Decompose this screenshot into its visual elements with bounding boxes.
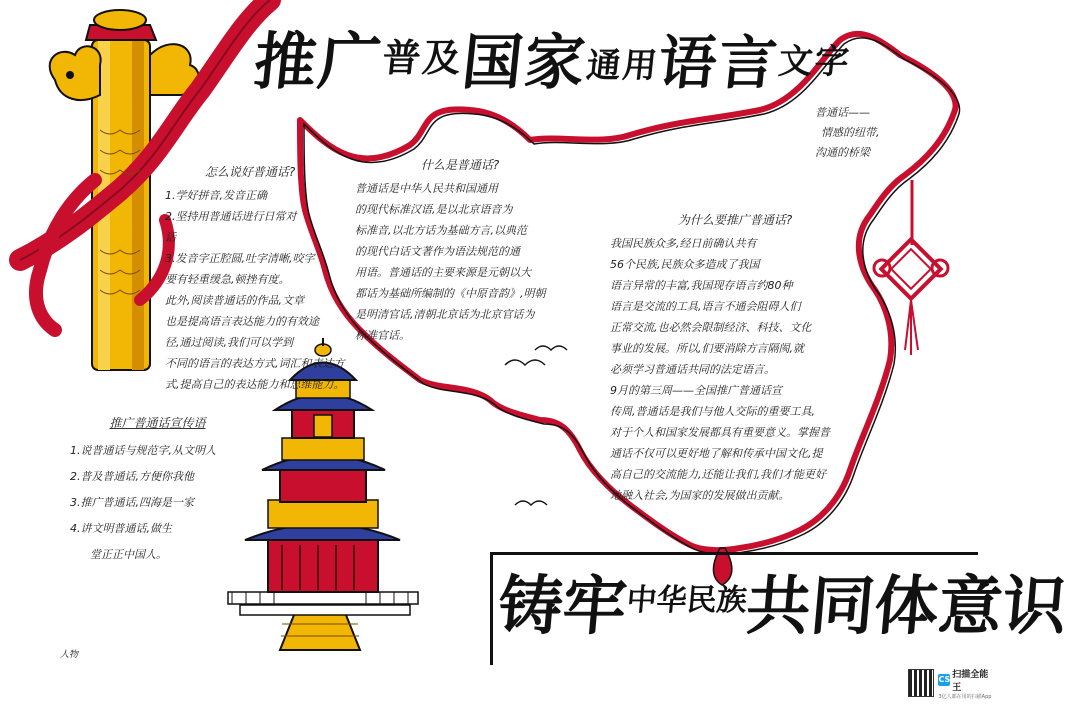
text-line: 堂正正中国人。	[90, 548, 167, 561]
text-line: 1.说普通话与规范字,从文明人	[70, 444, 216, 457]
text-line: 事业的发展。所以,们要消除方言隔阂,就	[610, 342, 804, 355]
title-part: 通用	[584, 46, 661, 86]
qr-code-icon	[908, 669, 934, 697]
title-part: 语言	[654, 29, 783, 97]
watermark-text	[938, 667, 994, 700]
text-line: 普通话——	[815, 106, 870, 119]
text-line: 要有轻重缓急,顿挫有度。	[165, 273, 290, 286]
section-heading: 什么是普通话?	[420, 158, 500, 172]
title-part: 推	[250, 25, 323, 98]
section-promo-slogans	[70, 410, 245, 568]
text-line: 3.发音字正腔圆,吐字清晰,咬字	[165, 252, 315, 265]
app-name: 扫描全能王	[952, 669, 989, 693]
text-line: 此外,阅读普通话的作品,文章	[165, 294, 304, 307]
section-heading: 为什么要推广普通话?	[677, 213, 793, 227]
text-line: 高自己的交流能力,还能让我们,我们才能更好	[610, 468, 826, 481]
section-slogan	[815, 103, 915, 163]
app-logo-icon: CS	[938, 674, 951, 684]
text-line: 的现代白话文著作为语法规范的通	[355, 245, 520, 258]
banner-part: 民族	[685, 583, 749, 618]
text-line: 9月的第三周——全国推广普通话宣	[610, 384, 782, 397]
text-line: 通话不仅可以更好地了解和传承中国文化,提	[610, 447, 823, 460]
text-line: 2.普及普通话,方便你我他	[70, 470, 194, 483]
section-what-is-putonghua	[355, 155, 565, 346]
text-line: 话	[165, 231, 176, 244]
title-part: 文字	[776, 42, 853, 82]
text-line: 4.讲文明普通话,做生	[70, 522, 172, 535]
banner-part: 铸牢	[495, 570, 630, 644]
text-line: 都话为基础所编制的《中原音韵》,明朝	[355, 287, 546, 300]
text-line: 正常交流,也必然会限制经济、科技、文化	[610, 321, 812, 334]
text-line: 式,提高自己的表达能力和思维能力。	[165, 378, 345, 391]
slogan-banner	[490, 552, 1070, 665]
text-line: 的现代标准汉语,是以北京语音为	[355, 203, 513, 216]
text-line: 也是提高语言表达能力的有效途	[165, 315, 319, 328]
text-line: 情感的纽带,	[821, 126, 880, 139]
text-line: 必须学习普通话共同的法定语言。	[610, 363, 775, 376]
text-line: 不同的语言的表达方式,词汇和表达方	[165, 357, 345, 370]
app-tagline: 3亿人都在用的扫描App	[938, 693, 992, 700]
scanner-watermark	[908, 666, 994, 700]
title-part: 普及	[380, 36, 465, 80]
section-heading: 推广普通话宣传语	[109, 416, 206, 430]
text-line: 2.坚持用普通话进行日常对	[165, 210, 297, 223]
text-line: 传周,普通话是我们与他人交际的重要工具,	[610, 405, 815, 418]
text-line: 是明清官话,清朝北京话为北京官话为	[355, 308, 535, 321]
banner-part: 共同体意识	[743, 570, 1070, 644]
text-line: 径,通过阅读,我们可以学到	[165, 336, 293, 349]
text-line: 普通话是中华人民共和国通用	[355, 182, 498, 195]
section-heading: 怎么说好普通话?	[204, 165, 296, 179]
text-line: 我国民族众多,经日前确认共有	[610, 237, 757, 250]
text-line: 标准官话。	[355, 329, 410, 342]
section-how-to-speak	[165, 162, 345, 395]
section-why-promote	[610, 210, 860, 506]
text-line: 沟通的桥梁	[815, 146, 870, 159]
chinese-knot-illustration	[874, 180, 948, 355]
banner-part: 中华	[625, 583, 689, 618]
title-part: 国家	[458, 28, 591, 98]
text-line: 标准音,以北方话为基础方言,以典范	[355, 224, 527, 237]
text-line: 地融入社会,为国家的发展做出贡献。	[610, 489, 790, 502]
title-part: 广	[314, 25, 387, 98]
text-line: 对于个人和国家发展都具有重要意义。掌握普	[610, 426, 830, 439]
text-line: 1.学好拼音,发音正确	[165, 189, 267, 202]
text-line: 56个民族,民族众多造成了我国	[610, 258, 760, 271]
text-line: 用语。普通话的主要来源是元朝以大	[355, 266, 531, 279]
corner-mark: 人物	[60, 650, 79, 660]
text-line: 语言是交流的工具,语言不通会阻碍人们	[610, 300, 801, 313]
text-line: 语言异常的丰富,我国现存语言约80种	[610, 279, 793, 292]
text-line: 3.推广普通话,四海是一家	[70, 496, 194, 509]
